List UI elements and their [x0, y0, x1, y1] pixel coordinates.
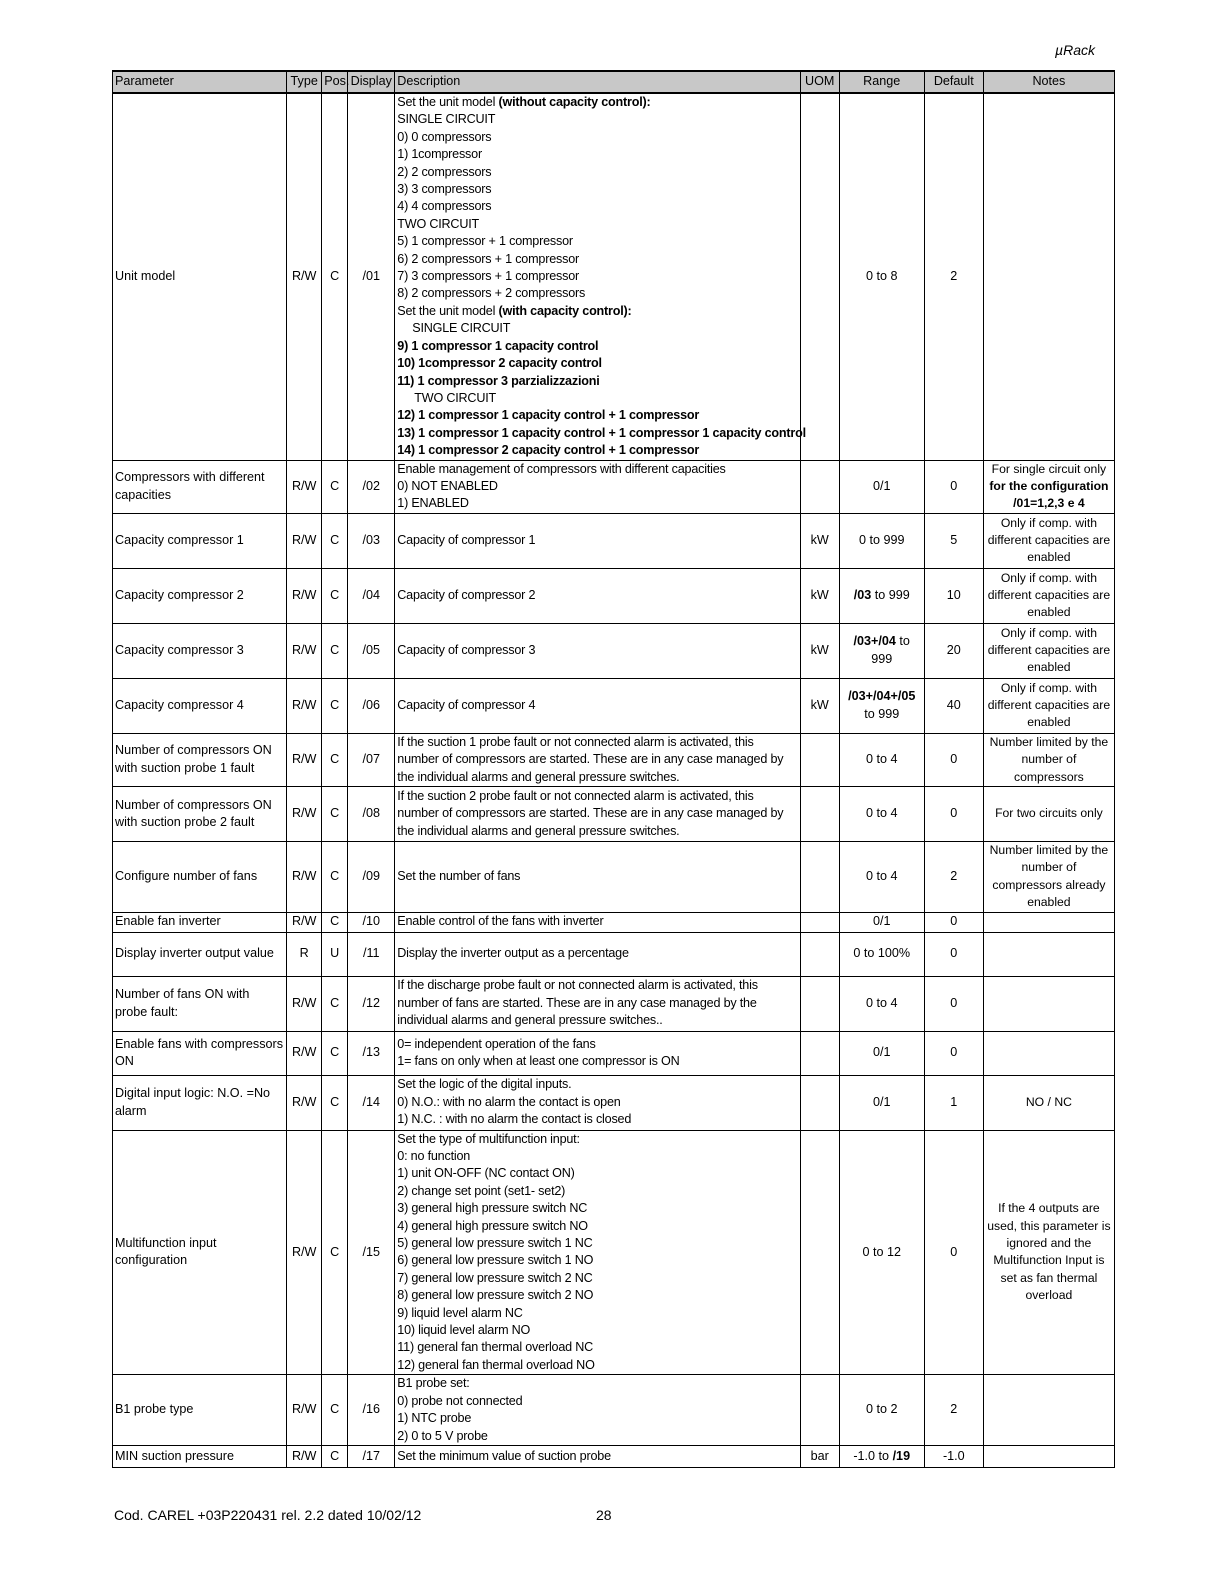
param-pos: C [322, 678, 348, 733]
document-code: Cod. CAREL +03P220431 rel. 2.2 dated 10/02/12 [114, 1507, 422, 1523]
param-type: R/W [287, 912, 322, 932]
param-description: Set the logic of the digital inputs. 0) N.O.: with no alarm the contact is open 1) N.C. : with no alarm the contact is closed [395, 1075, 800, 1130]
param-range: 0/1 [839, 912, 924, 932]
param-type: R/W [287, 568, 322, 623]
param-pos: C [322, 1445, 348, 1467]
param-notes: Only if comp. with different capacities are enabled [983, 513, 1114, 568]
header-pos: Pos. [322, 71, 348, 93]
param-uom: kW [800, 513, 839, 568]
param-uom [800, 932, 839, 976]
param-display: /06 [348, 678, 395, 733]
param-default: 10 [924, 568, 983, 623]
param-uom [800, 912, 839, 932]
table-row [113, 786, 1115, 841]
param-display: /02 [348, 460, 395, 513]
param-type: R/W [287, 678, 322, 733]
param-description: Set the unit model (without capacity control): SINGLE CIRCUIT 0) 0 compressors 1) 1compressor 2) 2 compressors 3) 3 compressors 4) 4 compressors TWO CIRCUIT 5) 1 compressor + 1 compressor 6) 2 compressors + 1 compressor 7) 3 compressors + 1 compressor 8) 2 compressors + 2 compressors Set the unit model (with capacity control): SINGLE CIRCUIT 9) 1 compressor 1 capacity control 10) 1compressor 2 capacity control 11) 1 compressor 3 parzializzazioni TWO CIRCUIT 12) 1 compressor 1 capacity control + 1 compressor 13) 1 compressor 1 capacity control + 1 compressor 1 capacity control 14) 1 compressor 2 capacity control + 1 compressor [395, 93, 800, 460]
param-range: -1.0 to /19 [839, 1445, 924, 1467]
param-display: /01 [348, 93, 395, 460]
param-display: /04 [348, 568, 395, 623]
param-notes [983, 912, 1114, 932]
table-row [113, 912, 1115, 932]
header-notes: Notes [983, 71, 1114, 93]
param-pos: C [322, 93, 348, 460]
param-name: Unit model [113, 93, 287, 460]
param-display: /03 [348, 513, 395, 568]
param-default: 0 [924, 1130, 983, 1375]
table-row [113, 93, 1115, 460]
table-row [113, 1075, 1115, 1130]
table-row [113, 568, 1115, 623]
param-range: 0 to 4 [839, 786, 924, 841]
param-default: 2 [924, 93, 983, 460]
param-pos: C [322, 1375, 348, 1446]
param-type: R/W [287, 1375, 322, 1446]
param-name: Number of compressors ON with suction probe 2 fault [113, 786, 287, 841]
param-notes [983, 1031, 1114, 1075]
param-uom: kW [800, 623, 839, 678]
header-default: Default [924, 71, 983, 93]
param-pos: C [322, 841, 348, 912]
param-type: R/W [287, 460, 322, 513]
param-type: R/W [287, 733, 322, 786]
param-description: B1 probe set: 0) probe not connected 1) NTC probe 2) 0 to 5 V probe [395, 1375, 800, 1446]
param-name: Enable fans with compressors ON [113, 1031, 287, 1075]
param-notes [983, 93, 1114, 460]
table-row [113, 1375, 1115, 1446]
table-row [113, 976, 1115, 1031]
param-pos: C [322, 733, 348, 786]
param-name: Configure number of fans [113, 841, 287, 912]
param-notes: NO / NC [983, 1075, 1114, 1130]
param-pos: C [322, 1075, 348, 1130]
param-default: 2 [924, 1375, 983, 1446]
param-type: R/W [287, 1075, 322, 1130]
parameter-table [112, 70, 1115, 1468]
param-default: 0 [924, 912, 983, 932]
param-display: /16 [348, 1375, 395, 1446]
param-pos: C [322, 1031, 348, 1075]
param-type: R/W [287, 841, 322, 912]
param-default: -1.0 [924, 1445, 983, 1467]
param-name: Capacity compressor 2 [113, 568, 287, 623]
param-notes: For two circuits only [983, 786, 1114, 841]
header-description: Description [395, 71, 800, 93]
param-range: 0 to 4 [839, 733, 924, 786]
param-uom [800, 976, 839, 1031]
param-pos: U [322, 932, 348, 976]
param-description: If the discharge probe fault or not connected alarm is activated, this number of fans are started. These are in any case managed by the individual alarms and general pressure switches.. [395, 976, 800, 1031]
header-type: Type [287, 71, 322, 93]
param-description: Capacity of compressor 3 [395, 623, 800, 678]
param-pos: C [322, 568, 348, 623]
param-default: 0 [924, 733, 983, 786]
param-default: 0 [924, 460, 983, 513]
param-name: Number of compressors ON with suction probe 1 fault [113, 733, 287, 786]
param-default: 1 [924, 1075, 983, 1130]
param-range: 0 to 8 [839, 93, 924, 460]
param-notes [983, 976, 1114, 1031]
param-uom [800, 1130, 839, 1375]
param-notes: If the 4 outputs are used, this parameter is ignored and the Multifunction Input is set as fan thermal overload [983, 1130, 1114, 1375]
param-uom [800, 786, 839, 841]
param-description: Display the inverter output as a percentage [395, 932, 800, 976]
param-pos: C [322, 976, 348, 1031]
param-type: R/W [287, 1130, 322, 1375]
param-default: 20 [924, 623, 983, 678]
param-description: Set the minimum value of suction probe [395, 1445, 800, 1467]
table-row [113, 623, 1115, 678]
param-type: R/W [287, 976, 322, 1031]
param-notes: Only if comp. with different capacities are enabled [983, 568, 1114, 623]
param-display: /14 [348, 1075, 395, 1130]
param-range: 0/1 [839, 1031, 924, 1075]
param-default: 0 [924, 1031, 983, 1075]
param-type: R/W [287, 513, 322, 568]
header-parameter: Parameter [113, 71, 287, 93]
param-display: /08 [348, 786, 395, 841]
param-name: Capacity compressor 3 [113, 623, 287, 678]
param-type: R/W [287, 786, 322, 841]
param-display: /05 [348, 623, 395, 678]
param-name: Capacity compressor 4 [113, 678, 287, 733]
param-uom: kW [800, 568, 839, 623]
table-row [113, 932, 1115, 976]
param-description: If the suction 1 probe fault or not connected alarm is activated, this number of compressors are started. These are in any case managed by the individual alarms and general pressure switches. [395, 733, 800, 786]
param-name: Number of fans ON with probe fault: [113, 976, 287, 1031]
param-range: /03+/04 to 999 [839, 623, 924, 678]
brand-name: µRack [1055, 42, 1095, 58]
param-default: 40 [924, 678, 983, 733]
param-range: 0 to 100% [839, 932, 924, 976]
param-notes [983, 932, 1114, 976]
param-name: Capacity compressor 1 [113, 513, 287, 568]
param-pos: C [322, 460, 348, 513]
param-range: 0 to 4 [839, 976, 924, 1031]
param-range: 0 to 999 [839, 513, 924, 568]
param-uom [800, 93, 839, 460]
table-row [113, 460, 1115, 513]
param-display: /11 [348, 932, 395, 976]
param-name: Compressors with different capacities [113, 460, 287, 513]
param-default: 0 [924, 976, 983, 1031]
param-range: /03 to 999 [839, 568, 924, 623]
page-number: 28 [596, 1507, 612, 1523]
param-pos: C [322, 786, 348, 841]
param-notes: Only if comp. with different capacities are enabled [983, 623, 1114, 678]
table-row [113, 1031, 1115, 1075]
param-uom [800, 1375, 839, 1446]
param-uom [800, 460, 839, 513]
param-range: 0 to 2 [839, 1375, 924, 1446]
param-display: /12 [348, 976, 395, 1031]
param-notes: Only if comp. with different capacities are enabled [983, 678, 1114, 733]
param-display: /09 [348, 841, 395, 912]
param-description: Set the number of fans [395, 841, 800, 912]
param-display: /17 [348, 1445, 395, 1467]
table-row [113, 513, 1115, 568]
param-description: Enable control of the fans with inverter [395, 912, 800, 932]
param-description: Capacity of compressor 4 [395, 678, 800, 733]
table-row [113, 678, 1115, 733]
param-range: 0/1 [839, 460, 924, 513]
param-range: /03+/04+/05 to 999 [839, 678, 924, 733]
param-pos: C [322, 912, 348, 932]
param-name: Digital input logic: N.O. =No alarm [113, 1075, 287, 1130]
table-row [113, 1445, 1115, 1467]
param-description: Set the type of multifunction input: 0: no function 1) unit ON-OFF (NC contact ON) 2) change set point (set1- set2) 3) general high pressure switch NC 4) general high pressure switch NO 5) general low pressure switch 1 NC 6) general low pressure switch 1 NO 7) general low pressure switch 2 NC 8) general low pressure switch 2 NO 9) liquid level alarm NC 10) liquid level alarm NO 11) general fan thermal overload NC 12) general fan thermal overload NO [395, 1130, 800, 1375]
header-display: Display [348, 71, 395, 93]
param-notes: For single circuit only for the configuration /01=1,2,3 e 4 [983, 460, 1114, 513]
param-display: /13 [348, 1031, 395, 1075]
header-row [113, 71, 1115, 93]
table-row [113, 1130, 1115, 1375]
param-uom [800, 733, 839, 786]
param-description: Capacity of compressor 1 [395, 513, 800, 568]
param-uom: bar [800, 1445, 839, 1467]
param-pos: C [322, 1130, 348, 1375]
param-default: 0 [924, 932, 983, 976]
param-display: /10 [348, 912, 395, 932]
param-description: Capacity of compressor 2 [395, 568, 800, 623]
param-name: MIN suction pressure [113, 1445, 287, 1467]
param-type: R/W [287, 93, 322, 460]
param-display: /15 [348, 1130, 395, 1375]
param-type: R/W [287, 1445, 322, 1467]
table-row [113, 841, 1115, 912]
param-display: /07 [348, 733, 395, 786]
param-range: 0 to 12 [839, 1130, 924, 1375]
param-description: If the suction 2 probe fault or not connected alarm is activated, this number of compressors are started. These are in any case managed by the individual alarms and general pressure switches. [395, 786, 800, 841]
param-default: 2 [924, 841, 983, 912]
param-uom [800, 1031, 839, 1075]
param-description: 0= independent operation of the fans 1= fans on only when at least one compressor is ON [395, 1031, 800, 1075]
param-uom [800, 841, 839, 912]
param-notes: Number limited by the number of compressors [983, 733, 1114, 786]
header-range: Range [839, 71, 924, 93]
param-description: Enable management of compressors with different capacities 0) NOT ENABLED 1) ENABLED [395, 460, 800, 513]
param-uom [800, 1075, 839, 1130]
param-name: Multifunction input configuration [113, 1130, 287, 1375]
param-notes [983, 1445, 1114, 1467]
param-range: 0 to 4 [839, 841, 924, 912]
param-default: 0 [924, 786, 983, 841]
param-type: R/W [287, 623, 322, 678]
param-pos: C [322, 513, 348, 568]
param-range: 0/1 [839, 1075, 924, 1130]
header-uom: UOM [800, 71, 839, 93]
param-default: 5 [924, 513, 983, 568]
param-notes [983, 1375, 1114, 1446]
param-name: Enable fan inverter [113, 912, 287, 932]
param-type: R [287, 932, 322, 976]
param-name: B1 probe type [113, 1375, 287, 1446]
param-notes: Number limited by the number of compressors already enabled [983, 841, 1114, 912]
param-pos: C [322, 623, 348, 678]
table-row [113, 733, 1115, 786]
param-uom: kW [800, 678, 839, 733]
param-type: R/W [287, 1031, 322, 1075]
param-name: Display inverter output value [113, 932, 287, 976]
